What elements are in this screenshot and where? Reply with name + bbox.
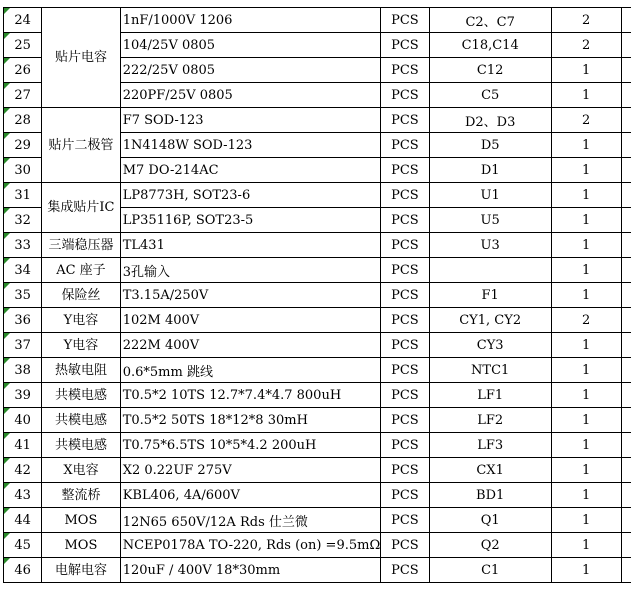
ref-cell[interactable]: CX1 bbox=[429, 458, 551, 483]
category-cell[interactable]: 共模电感 bbox=[42, 383, 121, 408]
category-cell[interactable]: Y电容 bbox=[42, 308, 121, 333]
spec-cell[interactable]: LP8773H, SOT23-6 bbox=[120, 183, 381, 208]
qty-cell[interactable]: 1 bbox=[551, 483, 621, 508]
blank-cell[interactable] bbox=[621, 83, 631, 108]
row-number[interactable] bbox=[4, 408, 42, 433]
cell-marker-icon bbox=[4, 133, 10, 139]
category-cell[interactable]: AC 座子 bbox=[42, 258, 121, 283]
row-number[interactable] bbox=[4, 8, 42, 33]
cell-marker-icon bbox=[4, 8, 10, 14]
table-row bbox=[4, 508, 631, 533]
blank-cell[interactable] bbox=[621, 533, 631, 558]
category-cell[interactable]: MOS bbox=[42, 533, 121, 558]
table-row bbox=[4, 408, 631, 433]
table-row bbox=[4, 308, 631, 333]
qty-cell[interactable]: 1 bbox=[551, 508, 621, 533]
qty-cell[interactable]: 1 bbox=[551, 358, 621, 383]
table-row bbox=[4, 283, 631, 308]
blank-cell[interactable] bbox=[621, 408, 631, 433]
unit-cell[interactable]: PCS bbox=[381, 458, 429, 483]
blank-cell[interactable] bbox=[621, 558, 631, 583]
spec-cell[interactable]: 1nF/1000V 1206 bbox=[120, 8, 381, 33]
ref-cell[interactable]: U1 bbox=[429, 183, 551, 208]
row-number[interactable] bbox=[4, 208, 42, 233]
spec-cell[interactable]: 120uF / 400V 18*30mm bbox=[120, 558, 381, 583]
table-row bbox=[4, 433, 631, 458]
table-row bbox=[4, 258, 631, 283]
qty-cell[interactable]: 2 bbox=[551, 308, 621, 333]
cell-marker-icon bbox=[4, 258, 10, 264]
cell-marker-icon bbox=[4, 283, 10, 289]
cell-marker-icon bbox=[4, 83, 10, 89]
unit-cell[interactable]: PCS bbox=[381, 208, 429, 233]
row-number[interactable] bbox=[4, 558, 42, 583]
row-number[interactable] bbox=[4, 358, 42, 383]
qty-cell[interactable]: 1 bbox=[551, 533, 621, 558]
row-number-text: 38 bbox=[14, 362, 31, 378]
spec-cell[interactable]: 222/25V 0805 bbox=[120, 58, 381, 83]
ref-cell[interactable]: C18,C14 bbox=[429, 33, 551, 58]
spec-cell[interactable]: KBL406, 4A/600V bbox=[120, 483, 381, 508]
qty-cell[interactable]: 2 bbox=[551, 8, 621, 33]
ref-cell[interactable]: NTC1 bbox=[429, 358, 551, 383]
unit-cell[interactable]: PCS bbox=[381, 408, 429, 433]
blank-cell[interactable] bbox=[621, 433, 631, 458]
qty-cell[interactable]: 2 bbox=[551, 108, 621, 133]
category-cell[interactable]: 贴片电容 bbox=[42, 8, 121, 108]
row-number-text: 26 bbox=[14, 62, 31, 78]
ref-cell[interactable]: CY3 bbox=[429, 333, 551, 358]
qty-cell[interactable]: 1 bbox=[551, 333, 621, 358]
row-number[interactable] bbox=[4, 233, 42, 258]
unit-cell[interactable]: PCS bbox=[381, 258, 429, 283]
spec-cell[interactable]: 102M 400V bbox=[120, 308, 381, 333]
unit-cell[interactable]: PCS bbox=[381, 333, 429, 358]
category-cell[interactable]: 电解电容 bbox=[42, 558, 121, 583]
unit-cell[interactable]: PCS bbox=[381, 558, 429, 583]
unit-cell[interactable]: PCS bbox=[381, 383, 429, 408]
spec-cell[interactable]: T0.5*2 10TS 12.7*7.4*4.7 800uH bbox=[120, 383, 381, 408]
ref-cell[interactable]: C5 bbox=[429, 83, 551, 108]
row-number-text: 45 bbox=[14, 537, 31, 553]
qty-cell[interactable]: 1 bbox=[551, 433, 621, 458]
spec-cell[interactable]: 3孔输入 bbox=[120, 258, 381, 283]
cell-marker-icon bbox=[4, 183, 10, 189]
row-number-text: 27 bbox=[14, 87, 31, 103]
cell-marker-icon bbox=[4, 458, 10, 464]
row-number[interactable] bbox=[4, 433, 42, 458]
unit-cell[interactable]: PCS bbox=[381, 533, 429, 558]
blank-cell[interactable] bbox=[621, 458, 631, 483]
category-cell[interactable]: 贴片二极管 bbox=[42, 108, 121, 183]
blank-cell[interactable] bbox=[621, 8, 631, 33]
table-row bbox=[4, 358, 631, 383]
table-row bbox=[4, 558, 631, 583]
row-number-text: 34 bbox=[14, 262, 31, 278]
blank-cell[interactable] bbox=[621, 258, 631, 283]
unit-cell[interactable]: PCS bbox=[381, 433, 429, 458]
cell-marker-icon bbox=[4, 533, 10, 539]
row-number-text: 37 bbox=[14, 337, 31, 353]
ref-cell[interactable]: D2、D3 bbox=[429, 108, 551, 133]
row-number[interactable] bbox=[4, 158, 42, 183]
unit-cell[interactable]: PCS bbox=[381, 108, 429, 133]
cell-marker-icon bbox=[4, 308, 10, 314]
row-number-text: 42 bbox=[14, 462, 31, 478]
cell-marker-icon bbox=[4, 383, 10, 389]
ref-cell[interactable]: U5 bbox=[429, 208, 551, 233]
row-number-text: 29 bbox=[14, 137, 31, 153]
category-cell[interactable]: 集成贴片IC bbox=[42, 183, 121, 233]
table-row bbox=[4, 233, 631, 258]
row-number-text: 35 bbox=[14, 287, 31, 303]
unit-cell[interactable]: PCS bbox=[381, 483, 429, 508]
spec-cell[interactable]: M7 DO-214AC bbox=[120, 158, 381, 183]
qty-cell[interactable]: 2 bbox=[551, 33, 621, 58]
spec-cell[interactable]: T0.5*2 50TS 18*12*8 30mH bbox=[120, 408, 381, 433]
qty-cell[interactable]: 1 bbox=[551, 408, 621, 433]
spec-cell[interactable]: X2 0.22UF 275V bbox=[120, 458, 381, 483]
cell-marker-icon bbox=[4, 158, 10, 164]
blank-cell[interactable] bbox=[621, 308, 631, 333]
qty-cell[interactable]: 1 bbox=[551, 258, 621, 283]
qty-cell[interactable]: 1 bbox=[551, 58, 621, 83]
row-number-text: 30 bbox=[14, 162, 31, 178]
row-number-text: 39 bbox=[14, 387, 31, 403]
table-row bbox=[4, 183, 631, 208]
blank-cell[interactable] bbox=[621, 283, 631, 308]
unit-cell[interactable]: PCS bbox=[381, 308, 429, 333]
category-cell[interactable]: 热敏电阻 bbox=[42, 358, 121, 383]
row-number-text: 31 bbox=[14, 187, 31, 203]
table-row bbox=[4, 333, 631, 358]
blank-cell[interactable] bbox=[621, 333, 631, 358]
ref-cell[interactable]: Q1 bbox=[429, 508, 551, 533]
qty-cell[interactable]: 1 bbox=[551, 158, 621, 183]
row-number[interactable] bbox=[4, 533, 42, 558]
row-number[interactable] bbox=[4, 83, 42, 108]
ref-cell[interactable] bbox=[429, 258, 551, 283]
row-number[interactable] bbox=[4, 483, 42, 508]
spec-cell[interactable]: 12N65 650V/12A Rds 仕兰微 bbox=[120, 508, 381, 533]
qty-cell[interactable]: 1 bbox=[551, 83, 621, 108]
qty-cell[interactable]: 1 bbox=[551, 233, 621, 258]
ref-cell[interactable]: LF1 bbox=[429, 383, 551, 408]
blank-cell[interactable] bbox=[621, 158, 631, 183]
cell-marker-icon bbox=[4, 58, 10, 64]
row-number[interactable] bbox=[4, 108, 42, 133]
table-row bbox=[4, 383, 631, 408]
bom-table bbox=[3, 7, 631, 583]
ref-cell[interactable]: U3 bbox=[429, 233, 551, 258]
ref-cell[interactable]: LF3 bbox=[429, 433, 551, 458]
unit-cell[interactable]: PCS bbox=[381, 133, 429, 158]
category-cell[interactable]: 共模电感 bbox=[42, 433, 121, 458]
qty-cell[interactable]: 1 bbox=[551, 383, 621, 408]
row-number[interactable] bbox=[4, 308, 42, 333]
row-number-text: 28 bbox=[14, 112, 31, 128]
spec-cell[interactable]: TL431 bbox=[120, 233, 381, 258]
row-number[interactable] bbox=[4, 458, 42, 483]
row-number[interactable] bbox=[4, 383, 42, 408]
row-number-text: 41 bbox=[14, 437, 31, 453]
blank-cell[interactable] bbox=[621, 208, 631, 233]
qty-cell[interactable]: 1 bbox=[551, 458, 621, 483]
row-number[interactable] bbox=[4, 508, 42, 533]
unit-cell[interactable]: PCS bbox=[381, 508, 429, 533]
cell-marker-icon bbox=[4, 33, 10, 39]
table-row bbox=[4, 108, 631, 133]
blank-cell[interactable] bbox=[621, 383, 631, 408]
row-number[interactable] bbox=[4, 33, 42, 58]
unit-cell[interactable]: PCS bbox=[381, 158, 429, 183]
blank-cell[interactable] bbox=[621, 108, 631, 133]
row-number[interactable] bbox=[4, 183, 42, 208]
cell-marker-icon bbox=[4, 558, 10, 564]
category-cell[interactable]: X电容 bbox=[42, 458, 121, 483]
spec-cell[interactable]: 0.6*5mm 跳线 bbox=[120, 358, 381, 383]
ref-cell[interactable]: F1 bbox=[429, 283, 551, 308]
ref-cell[interactable]: D1 bbox=[429, 158, 551, 183]
blank-cell[interactable] bbox=[621, 133, 631, 158]
blank-cell[interactable] bbox=[621, 233, 631, 258]
unit-cell[interactable]: PCS bbox=[381, 283, 429, 308]
unit-cell[interactable]: PCS bbox=[381, 33, 429, 58]
qty-cell[interactable]: 1 bbox=[551, 283, 621, 308]
spec-cell[interactable]: T0.75*6.5TS 10*5*4.2 200uH bbox=[120, 433, 381, 458]
qty-cell[interactable]: 1 bbox=[551, 208, 621, 233]
ref-cell[interactable]: D5 bbox=[429, 133, 551, 158]
category-cell[interactable]: 三端稳压器 bbox=[42, 233, 121, 258]
row-number[interactable] bbox=[4, 133, 42, 158]
blank-cell[interactable] bbox=[621, 508, 631, 533]
ref-cell[interactable]: C12 bbox=[429, 58, 551, 83]
row-number-text: 36 bbox=[14, 312, 31, 328]
row-number-text: 46 bbox=[14, 562, 31, 578]
category-cell[interactable]: 保险丝 bbox=[42, 283, 121, 308]
category-cell[interactable]: MOS bbox=[42, 508, 121, 533]
cell-marker-icon bbox=[4, 483, 10, 489]
category-cell[interactable]: 共模电感 bbox=[42, 408, 121, 433]
table-row bbox=[4, 483, 631, 508]
ref-cell[interactable]: Q2 bbox=[429, 533, 551, 558]
unit-cell[interactable]: PCS bbox=[381, 58, 429, 83]
blank-cell[interactable] bbox=[621, 58, 631, 83]
cell-marker-icon bbox=[4, 208, 10, 214]
ref-cell[interactable]: LF2 bbox=[429, 408, 551, 433]
category-cell[interactable]: Y电容 bbox=[42, 333, 121, 358]
row-number[interactable] bbox=[4, 258, 42, 283]
spec-cell[interactable]: 1N4148W SOD-123 bbox=[120, 133, 381, 158]
cell-marker-icon bbox=[4, 108, 10, 114]
cell-marker-icon bbox=[4, 333, 10, 339]
category-cell[interactable]: 整流桥 bbox=[42, 483, 121, 508]
spec-cell[interactable]: 222M 400V bbox=[120, 333, 381, 358]
table-row bbox=[4, 8, 631, 33]
unit-cell[interactable]: PCS bbox=[381, 8, 429, 33]
row-number-text: 24 bbox=[14, 12, 31, 28]
row-number-text: 25 bbox=[14, 37, 31, 53]
row-number-text: 33 bbox=[14, 237, 31, 253]
spec-cell[interactable]: LP35116P, SOT23-5 bbox=[120, 208, 381, 233]
row-number-text: 43 bbox=[14, 487, 31, 503]
unit-cell[interactable]: PCS bbox=[381, 83, 429, 108]
ref-cell[interactable]: C1 bbox=[429, 558, 551, 583]
qty-cell[interactable]: 1 bbox=[551, 133, 621, 158]
blank-cell[interactable] bbox=[621, 33, 631, 58]
qty-cell[interactable]: 1 bbox=[551, 183, 621, 208]
spec-cell[interactable]: F7 SOD-123 bbox=[120, 108, 381, 133]
spec-cell[interactable]: T3.15A/250V bbox=[120, 283, 381, 308]
unit-cell[interactable]: PCS bbox=[381, 183, 429, 208]
table-row bbox=[4, 533, 631, 558]
row-number[interactable] bbox=[4, 58, 42, 83]
cell-marker-icon bbox=[4, 433, 10, 439]
unit-cell[interactable]: PCS bbox=[381, 233, 429, 258]
row-number-text: 40 bbox=[14, 412, 31, 428]
cell-marker-icon bbox=[4, 358, 10, 364]
unit-cell[interactable]: PCS bbox=[381, 358, 429, 383]
blank-cell[interactable] bbox=[621, 483, 631, 508]
blank-cell[interactable] bbox=[621, 183, 631, 208]
row-number-text: 44 bbox=[14, 512, 31, 528]
spec-cell[interactable]: 104/25V 0805 bbox=[120, 33, 381, 58]
row-number[interactable] bbox=[4, 283, 42, 308]
ref-cell[interactable]: BD1 bbox=[429, 483, 551, 508]
row-number-text: 32 bbox=[14, 212, 31, 228]
spec-cell[interactable]: NCEP0178A TO-220, Rds (on) =9.5mΩ bbox=[120, 533, 381, 558]
ref-cell[interactable]: CY1, CY2 bbox=[429, 308, 551, 333]
cell-marker-icon bbox=[4, 233, 10, 239]
ref-cell[interactable]: C2、C7 bbox=[429, 8, 551, 33]
cell-marker-icon bbox=[4, 408, 10, 414]
spec-cell[interactable]: 220PF/25V 0805 bbox=[120, 83, 381, 108]
row-number[interactable] bbox=[4, 333, 42, 358]
table-row bbox=[4, 458, 631, 483]
blank-cell[interactable] bbox=[621, 358, 631, 383]
cell-marker-icon bbox=[4, 508, 10, 514]
qty-cell[interactable]: 1 bbox=[551, 558, 621, 583]
